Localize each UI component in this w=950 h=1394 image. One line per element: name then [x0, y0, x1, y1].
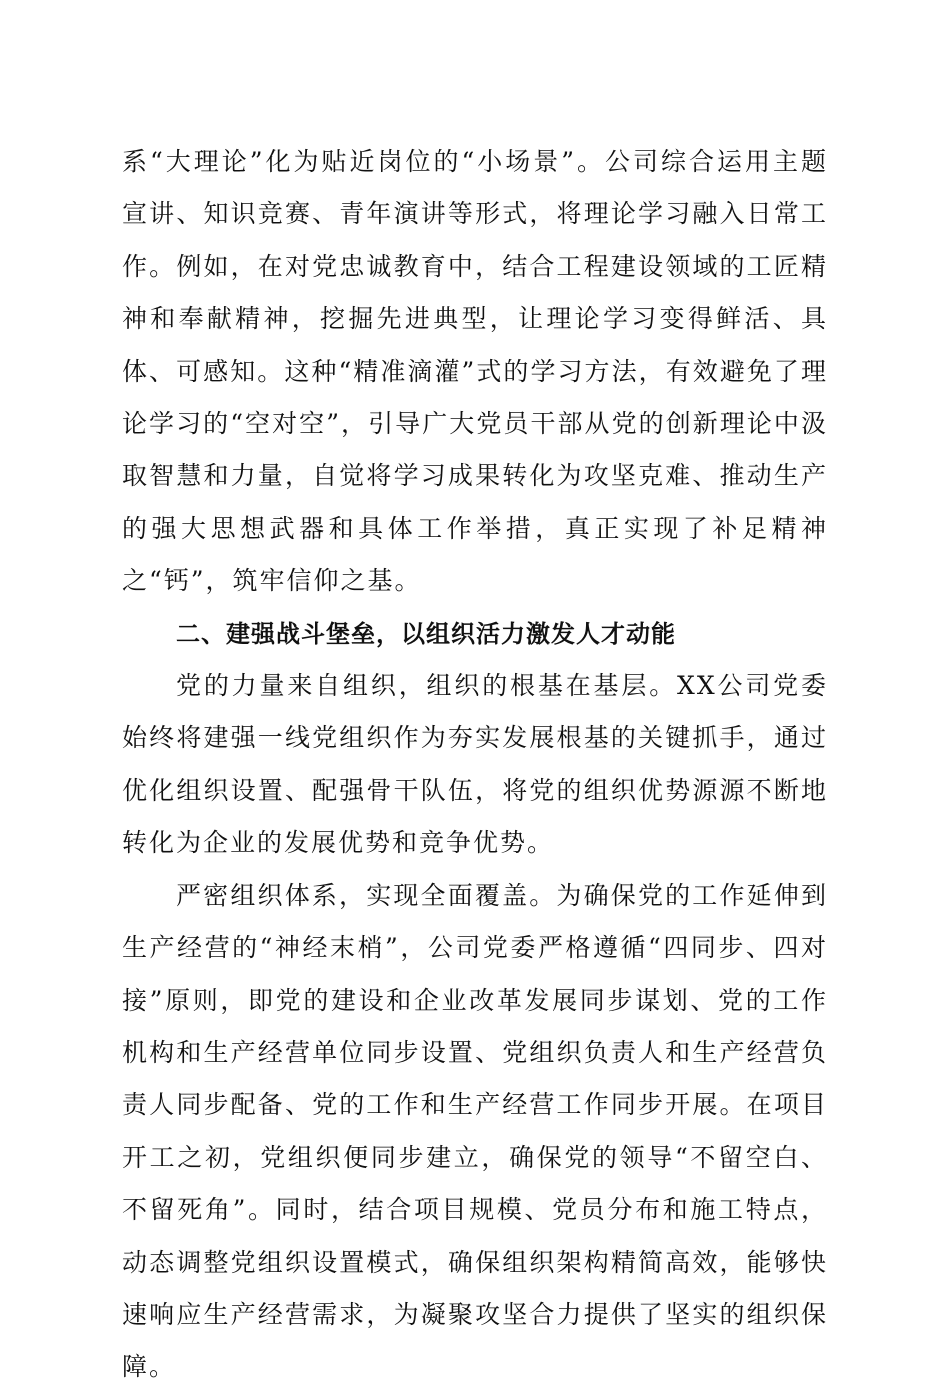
section-heading: 二、建强战斗堡垒，以组织活力激发人才动能 — [176, 619, 676, 648]
body-paragraph: 系“大理论”化为贴近岗位的“小场景”。公司综合运用主题宣讲、知识竞赛、青年演讲等形式，将理论学习融入日常工作。例如，在对党忠诚教育中，结合工程建设领域的工匠精神和奉献精神，挖掘先进典型，让理论学习变得鲜活、具体、可感知。这种“精准滴灌”式的学习方法，有效避免了理论学习的“空对空”，引导广大党员干部从党的创新理论中汲取智慧和力量，自觉将学习成果转化为攻坚克难、推动生产的强大思想武器和具体工作举措，真正实现了补足精神之“钙”，筑牢信仰之基。 — [122, 147, 828, 596]
body-paragraph: 严密组织体系，实现全面覆盖。为确保党的工作延伸到生产经营的“神经末梢”，公司党委严格遵循“四同步、四对接”原则，即党的建设和企业改革发展同步谋划、党的工作机构和生产经营单位同步设置、党组织负责人和生产经营负责人同步配备、党的工作和生产经营工作同步开展。在项目开工之初，党组织便同步建立，确保党的领导“不留空白、不留死角”。同时，结合项目规模、党员分布和施工特点，动态调整党组织设置模式，确保组织架构精简高效，能够快速响应生产经营需求，为凝聚攻坚合力提供了坚实的组织保障。 — [122, 880, 828, 1382]
body-paragraph: 党的力量来自组织，组织的根基在基层。XX公司党委始终将建强一线党组织作为夯实发展根基的关键抓手，通过优化组织设置、配强骨干队伍，将党的组织优势源源不断地转化为企业的发展优势和竞争优势。 — [122, 671, 828, 858]
document-body — [122, 136, 828, 1394]
